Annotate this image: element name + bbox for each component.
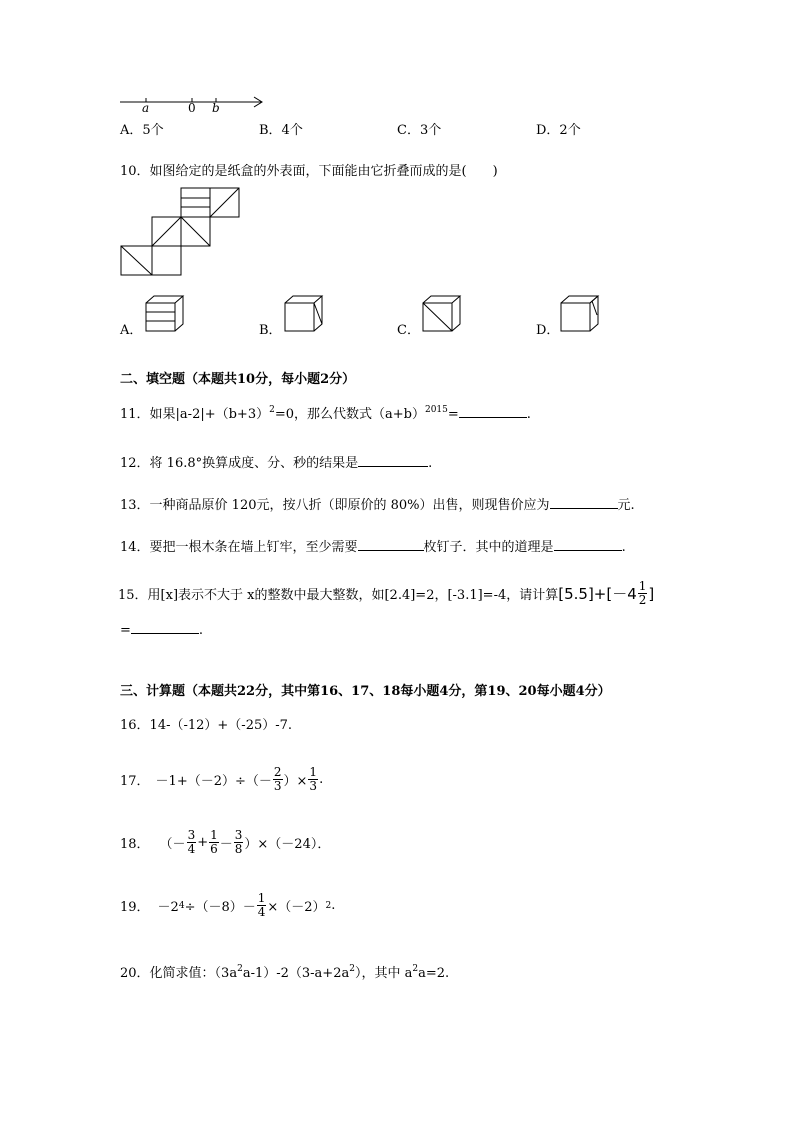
q19-text-2: ÷（－8）－ <box>184 900 256 915</box>
q17-text-3: . <box>319 772 324 787</box>
q11-answer-blank[interactable] <box>459 404 527 418</box>
q9-option-d: D．2个 <box>536 123 581 138</box>
q14 <box>120 536 626 555</box>
q18-f2-num: 1 <box>210 828 218 842</box>
q20-text-4: a=2. <box>418 966 450 981</box>
q11-text-3: = <box>447 407 459 422</box>
q11 <box>120 403 531 422</box>
q15 <box>118 580 654 607</box>
q20-sup-3: 2 <box>412 964 419 974</box>
q9-option-c: C．3个 <box>397 123 442 138</box>
q20-text-1: 20．化简求值：（3a <box>120 966 238 981</box>
q20 <box>120 962 449 981</box>
q18-f3-den: 8 <box>234 842 243 856</box>
q15-answer-blank[interactable] <box>131 620 199 634</box>
q18-text-4: ）×（－24）． <box>244 837 331 852</box>
q17-f2-num: 1 <box>309 765 318 779</box>
q20-text-2: a-1）-2（3-a+2a <box>242 966 350 981</box>
q14-end: . <box>621 540 626 555</box>
q15-text: 15．用[x]表示不大于 x的整数中最大整数，如[2.4]=2，[-3.1]=-4，请计算 <box>118 588 559 603</box>
q17-fraction-2 <box>308 766 318 793</box>
q10-option-b-label: B． <box>259 323 282 338</box>
cube-option-d <box>560 295 602 333</box>
q20-text-3: ），其中 a <box>354 966 413 981</box>
q14-text-1: 14．要把一根木条在墙上钉牢，至少需要 <box>120 540 358 555</box>
q20-sup-2: 2 <box>349 964 355 974</box>
numberline-label-b: b <box>212 101 220 115</box>
q9-option-a: A．5个 <box>120 123 164 138</box>
q10-stem: 10．如图给定的是纸盒的外表面，下面能由它折叠而成的是( ) <box>120 164 498 179</box>
q12-text: 12．将 16.8°换算成度、分、秒的结果是 <box>120 456 359 471</box>
q12 <box>120 452 432 471</box>
q17-f1-den: 3 <box>273 779 282 793</box>
q19-text-4: . <box>331 898 336 913</box>
q15-frac-num: 1 <box>638 579 647 593</box>
numberline-label-a: a <box>142 101 150 115</box>
q15-expr-b: ] <box>648 584 655 603</box>
q18-text-2: + <box>197 835 209 850</box>
q20-sup-1: 2 <box>237 964 243 974</box>
q17-number: 17． <box>120 774 150 789</box>
q18-f1-num: 3 <box>187 828 196 842</box>
q19-number: 19． <box>120 900 150 915</box>
q13-end: 元. <box>617 498 635 513</box>
q19-fraction <box>257 892 267 919</box>
q15-frac-den: 2 <box>638 593 647 607</box>
q17-f2-den: 3 <box>309 779 318 793</box>
q18-text-1: （－ <box>159 837 186 852</box>
q15-eq: = <box>120 623 131 638</box>
q18-f3-num: 3 <box>234 828 243 842</box>
q18-f2-den: 6 <box>210 842 218 856</box>
q11-text-2: =0，那么代数式（a+b） <box>274 407 425 422</box>
q15-line2 <box>120 620 203 638</box>
q15-end: . <box>198 623 204 638</box>
q17-text-1: －1+（－2）÷（－ <box>155 774 272 789</box>
q15-expr-a: [5.5]+[－4 <box>558 585 637 603</box>
q11-number: 11． <box>120 407 150 422</box>
q11-text-1: 如果|a-2|+（b+3） <box>149 407 270 422</box>
q18-fraction-3 <box>234 829 244 856</box>
section2-title: 二、填空题（本题共10分，每小题2分） <box>120 372 356 387</box>
section3-title: 三、计算题（本题共22分，其中第16、17、18每小题4分，第19、20每小题4分） <box>120 684 611 699</box>
q18-text-3: － <box>219 837 233 852</box>
q14-answer-blank-1[interactable] <box>358 537 424 551</box>
q11-sup-2: 2015 <box>424 405 448 415</box>
q10-option-a-label: A． <box>120 323 143 338</box>
q17 <box>120 766 323 793</box>
q13-answer-blank[interactable] <box>550 495 618 509</box>
q18 <box>120 829 330 856</box>
q11-sup-1: 2 <box>269 405 275 415</box>
q18-fraction-2 <box>209 829 219 856</box>
q13-text: 13．一种商品原价 120元，按八折（即原价的 80%）出售，则现售价应为 <box>120 498 550 513</box>
q14-text-2: 枚钉子．其中的道理是 <box>423 540 554 555</box>
cube-option-c <box>422 295 464 333</box>
q12-end: . <box>428 456 433 471</box>
numberline-label-zero: 0 <box>188 101 196 115</box>
cube-net-figure <box>120 187 242 277</box>
q10-option-d-label: D． <box>536 323 560 338</box>
q18-f1-den: 4 <box>187 842 196 856</box>
q18-number: 18． <box>120 837 150 852</box>
q16: 16．14-（-12）+（-25）-7. <box>120 718 293 733</box>
q17-fraction-1 <box>273 766 283 793</box>
q14-answer-blank-2[interactable] <box>554 537 622 551</box>
q19-text-1: －2 <box>157 900 179 915</box>
cube-option-b <box>284 295 326 333</box>
q17-f1-num: 2 <box>273 765 282 779</box>
q13 <box>120 494 635 513</box>
q19-f-den: 4 <box>257 905 266 919</box>
q9-option-b: B．4个 <box>259 123 303 138</box>
cube-option-a <box>145 295 187 333</box>
q12-answer-blank[interactable] <box>358 453 428 467</box>
q19-f-num: 1 <box>257 891 266 905</box>
q11-end: . <box>526 407 531 422</box>
q15-fraction <box>638 580 648 607</box>
q19-text-3: ×（－2） <box>267 900 326 915</box>
q18-fraction-1 <box>187 829 197 856</box>
q10-option-c-label: C． <box>397 323 420 338</box>
q19: 19． －2 4 ÷（－8）－ $\frac{1}{4}$ ×（－2） 2 . <box>120 891 336 919</box>
q17-text-2: ）× <box>283 774 308 789</box>
